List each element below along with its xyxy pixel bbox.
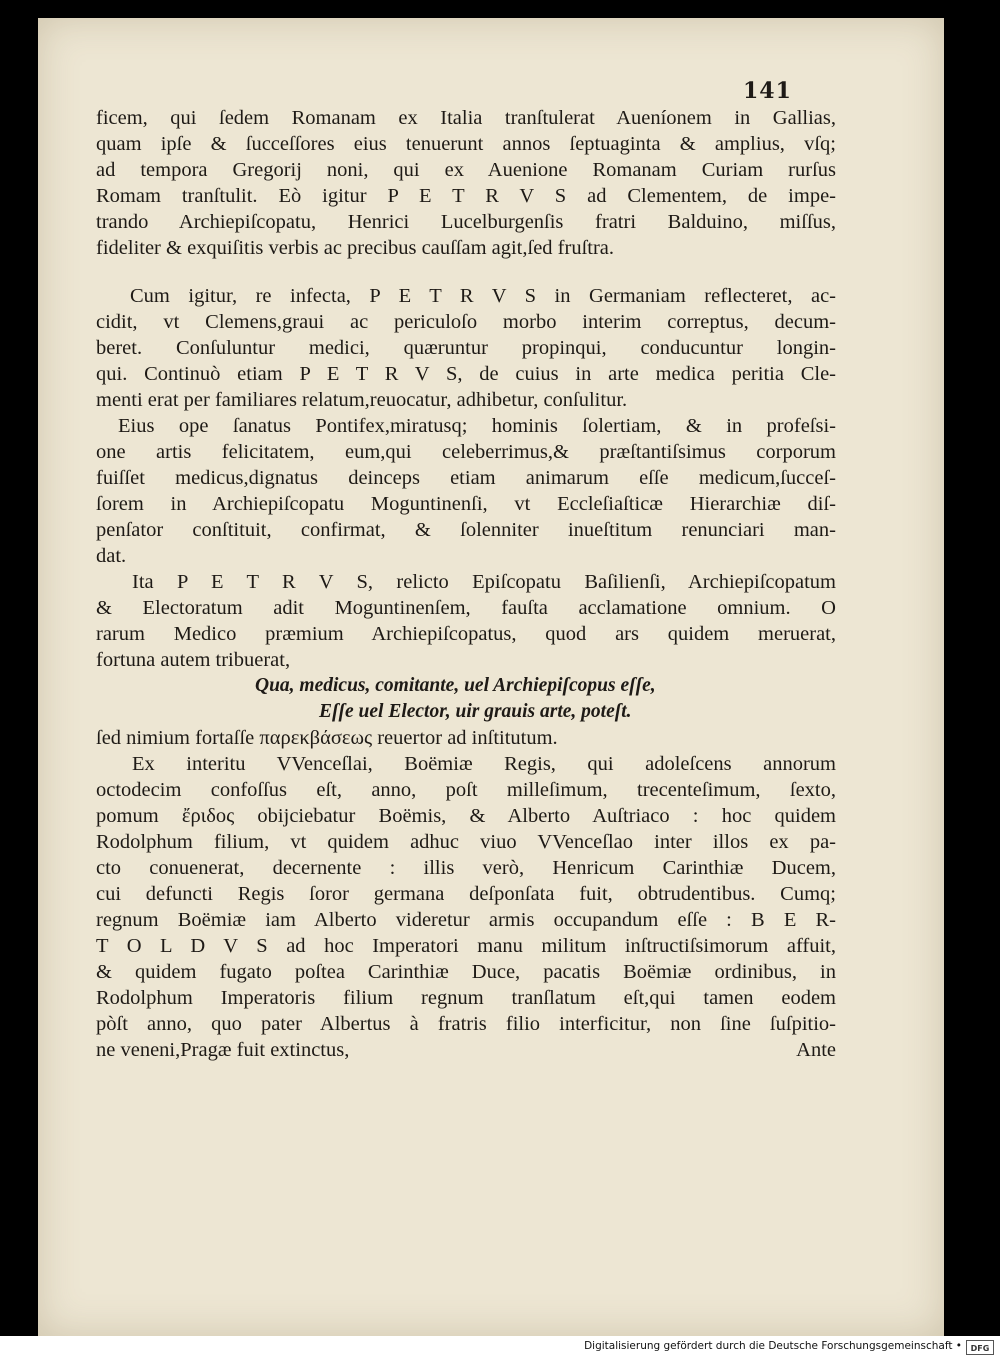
text-line: octodecim confoſſus eſt, anno, poſt milleſimum, trecenteſimum, ſexto, <box>96 779 836 801</box>
verse-line: Qua, medicus, comitante, uel Archiepiſcopus eſſe, <box>255 675 656 696</box>
page-number: 141 <box>743 78 792 104</box>
text-line: regnum Boëmiæ iam Alberto videretur armis occupandum eſſe : B E R- <box>96 909 836 931</box>
catchword: Ante <box>796 1039 836 1061</box>
verse-line: Eſſe uel Elector, uir grauis arte, poteſt. <box>319 701 632 722</box>
text-line: trando Archiepiſcopatu, Henrici Lucelburgenſis fratri Balduino, miſſus, <box>96 211 836 233</box>
text-line: beret. Conſuluntur medici, quæruntur propinqui, conducuntur longin- <box>96 337 836 359</box>
text-line: penſator conſtituit, confirmat, & ſolenniter inueſtitum renunciari man- <box>96 519 836 541</box>
footer-credit-text: Digitalisierung gefördert durch die Deutsche Forschungsgemeinschaft <box>584 1340 953 1352</box>
text-line: qui. Continuò etiam P E T R V S, de cuius in arte medica peritia Cle- <box>96 363 836 385</box>
text-line: & quidem fugato poſtea Carinthiæ Duce, pacatis Boëmiæ ordinibus, in <box>96 961 836 983</box>
text-line: ſorem in Archiepiſcopatu Moguntinenſi, vt Eccleſiaſticæ Hierarchiæ diſ- <box>96 493 836 515</box>
text-line: ne veneni,Pragæ fuit extinctus, <box>96 1039 350 1061</box>
book-page <box>38 18 944 1336</box>
text-line: Ex interitu VVenceſlai, Boëmiæ Regis, qui adoleſcens annorum <box>132 753 836 775</box>
text-line: one artis felicitatem, eum,qui celeberrimus,& præſtantiſsimus corporum <box>96 441 836 463</box>
text-line: ſed nimium fortaſſe παρεκβάσεως reuertor ad inſtitutum. <box>96 727 558 749</box>
text-line: Romam tranſtulit. Eò igitur P E T R V S ad Clementem, de impe- <box>96 185 836 207</box>
page-text <box>96 105 836 1063</box>
text-line: Cum igitur, re infecta, P E T R V S in Germaniam reflecteret, ac- <box>130 285 836 307</box>
paragraph-gap <box>96 261 836 283</box>
text-line: Rodolphum filium, vt quidem adhuc viuo VVenceſlao inter illos ex pa- <box>96 831 836 853</box>
footer-separator: • <box>955 1340 962 1352</box>
text-line: cui defuncti Regis ſoror germana deſponſata fuit, obtrudentibus. Cumq; <box>96 883 836 905</box>
text-line: Ita P E T R V S, relicto Epiſcopatu Baſilienſi, Archiepiſcopatum <box>132 571 836 593</box>
last-line <box>96 1037 836 1063</box>
text-line: ad tempora Gregorij noni, qui ex Auenione Romanam Curiam rurſus <box>96 159 836 181</box>
text-line: T O L D V S ad hoc Imperatori manu militum inſtructiſsimorum affuit, <box>96 935 836 957</box>
text-line: quam ipſe & ſucceſſores eius tenuerunt annos ſeptuaginta & amplius, vſq; <box>96 133 836 155</box>
text-line: rarum Medico præmium Archiepiſcopatus, quod ars quidem meruerat, <box>96 623 836 645</box>
text-line: fuiſſet medicus,dignatus deinceps etiam animarum eſſe medicum,ſucceſ- <box>96 467 836 489</box>
footer-credit <box>584 1340 962 1352</box>
text-line: ficem, qui ſedem Romanam ex Italia tranſtulerat Aueníonem in Gallias, <box>96 107 836 129</box>
text-line: fideliter & exquiſitis verbis ac precibus cauſſam agit,ſed fruſtra. <box>96 237 615 259</box>
text-line: & Electoratum adit Moguntinenſem, fauſta acclamatione omnium. O <box>96 597 836 619</box>
text-line: Eius ope ſanatus Pontifex,miratusq; hominis ſolertiam, & in profeſsi- <box>118 415 836 437</box>
text-line: pòſt anno, quo pater Albertus à fratris filio interficitur, non ſine ſuſpitio- <box>96 1013 836 1035</box>
text-line: Rodolphum Imperatoris filium regnum tranſlatum eſt,qui tamen eodem <box>96 987 836 1009</box>
text-line: pomum ἔριδος obijciebatur Boëmis, & Alberto Auſtriaco : hoc quidem <box>96 805 836 827</box>
text-line: cidit, vt Clemens,graui ac periculoſo morbo interim correptus, decum- <box>96 311 836 333</box>
text-line: menti erat per familiares relatum,reuocatur, adhibetur, conſulitur. <box>96 389 628 411</box>
text-line: fortuna autem tribuerat, <box>96 649 291 671</box>
text-line: cto conuenerat, decernente : illis verò, Henricum Carinthiæ Ducem, <box>96 857 836 879</box>
footer-bar <box>0 1336 1000 1359</box>
text-line: dat. <box>96 545 127 567</box>
dfg-logo-icon: DFG <box>966 1340 994 1355</box>
